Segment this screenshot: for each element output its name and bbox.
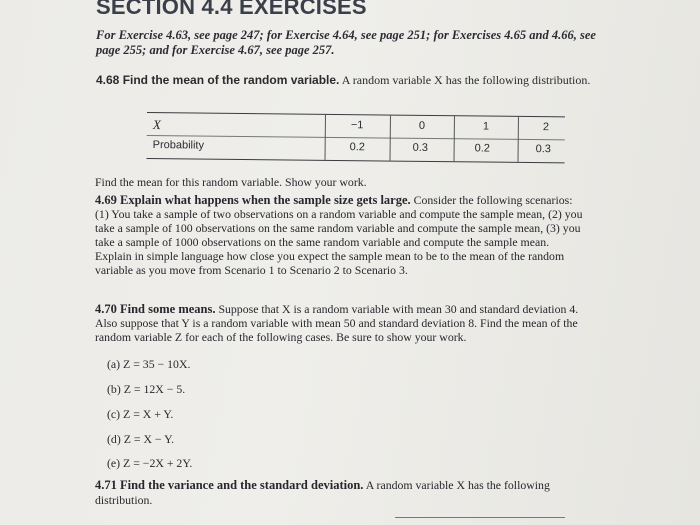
exercise-4-69-line-3: take a sample of 100 observations on the same random variable and compute the sample mean, (3) you: [95, 221, 581, 235]
option-e: (e) Z = −2X + 2Y.: [107, 456, 193, 470]
exercise-4-69-line-1: [95, 194, 573, 207]
table-mid-rule: [147, 135, 565, 140]
exercise-4-68-text: A random variable X has the following distribution.: [339, 73, 591, 87]
exercise-4-68-heading: 4.68 Find the mean of the random variable.: [96, 73, 340, 87]
table-x-value: 1: [482, 120, 490, 133]
exercise-4-69-line-6: variable as you move from Scenario 1 to Scenario 2 to Scenario 3.: [95, 263, 408, 277]
option-c: (c) Z = X + Y.: [107, 407, 174, 421]
exercise-4-71-heading: 4.71 Find the variance and the standard deviation.: [95, 478, 364, 492]
exercise-4-70-line-1: [95, 303, 578, 316]
exercise-4-70-line-3: random variable Z for each of the following cases. Be sure to show your work.: [95, 330, 467, 344]
table-top-rule: [147, 112, 565, 117]
exercise-4-70-heading: 4.70 Find some means.: [95, 302, 216, 316]
table-x-value: −1: [350, 119, 364, 132]
table-x-label: X: [152, 117, 161, 133]
section-label: SECTION: [96, 0, 196, 19]
table-p-value: 0.2: [349, 141, 366, 154]
exercise-4-69-heading: 4.69 Explain what happens when the sample size gets large.: [95, 193, 411, 207]
section-heading: 4.4 EXERCISES: [201, 0, 367, 19]
table-bottom-rule: [147, 158, 565, 163]
table-p-value: 0.2: [474, 142, 490, 155]
page-divider: [395, 517, 565, 518]
exercise-4-69-line-5: Explain in simple language how close you expect the sample mean to be to the mean of the random: [95, 249, 565, 263]
exercise-4-71-line-2: distribution.: [95, 493, 153, 507]
table-p-value: 0.3: [535, 143, 551, 156]
intro-line-1: For Exercise 4.63, see page 247; for Exercise 4.64, see page 251; for Exercises 4.65 and 4.66, see: [96, 28, 596, 42]
distribution-table: [146, 112, 564, 164]
exercise-4-70-text: Suppose that X is a random variable with mean 30 and standard deviation 4.: [215, 302, 579, 316]
exercise-4-69-text: Consider the following scenarios:: [410, 193, 573, 207]
exercise-4-69-line-2: (1) You take a sample of two observations on a random variable and compute the sample mean, (2) you: [95, 207, 583, 221]
option-b: (b) Z = 12X − 5.: [107, 382, 186, 396]
exercise-4-68-followup: Find the mean for this random variable. Show your work.: [95, 175, 367, 189]
table-x-value: 0: [418, 119, 426, 132]
table-p-value: 0.3: [412, 141, 428, 154]
option-a: (a) Z = 35 − 10X.: [107, 357, 191, 371]
exercise-4-71-line-1: [95, 479, 550, 492]
exercise-4-70-line-2: Also suppose that Y is a random variable with mean 50 and standard deviation 8. Find the mean of the: [95, 316, 578, 330]
option-d: (d) Z = X − Y.: [107, 432, 175, 446]
exercise-4-69-line-4: take a sample of 1000 observations on the same random variable and compute the sample mean.: [95, 235, 550, 249]
section-title: [96, 0, 367, 20]
exercise-4-71-text: A random variable X has the following: [363, 478, 550, 492]
table-x-value: 2: [542, 121, 550, 134]
exercise-4-68: [96, 73, 590, 88]
table-probability-label: Probability: [152, 139, 205, 152]
intro-line-2: page 255; and for Exercise 4.67, see page 257.: [96, 43, 335, 57]
